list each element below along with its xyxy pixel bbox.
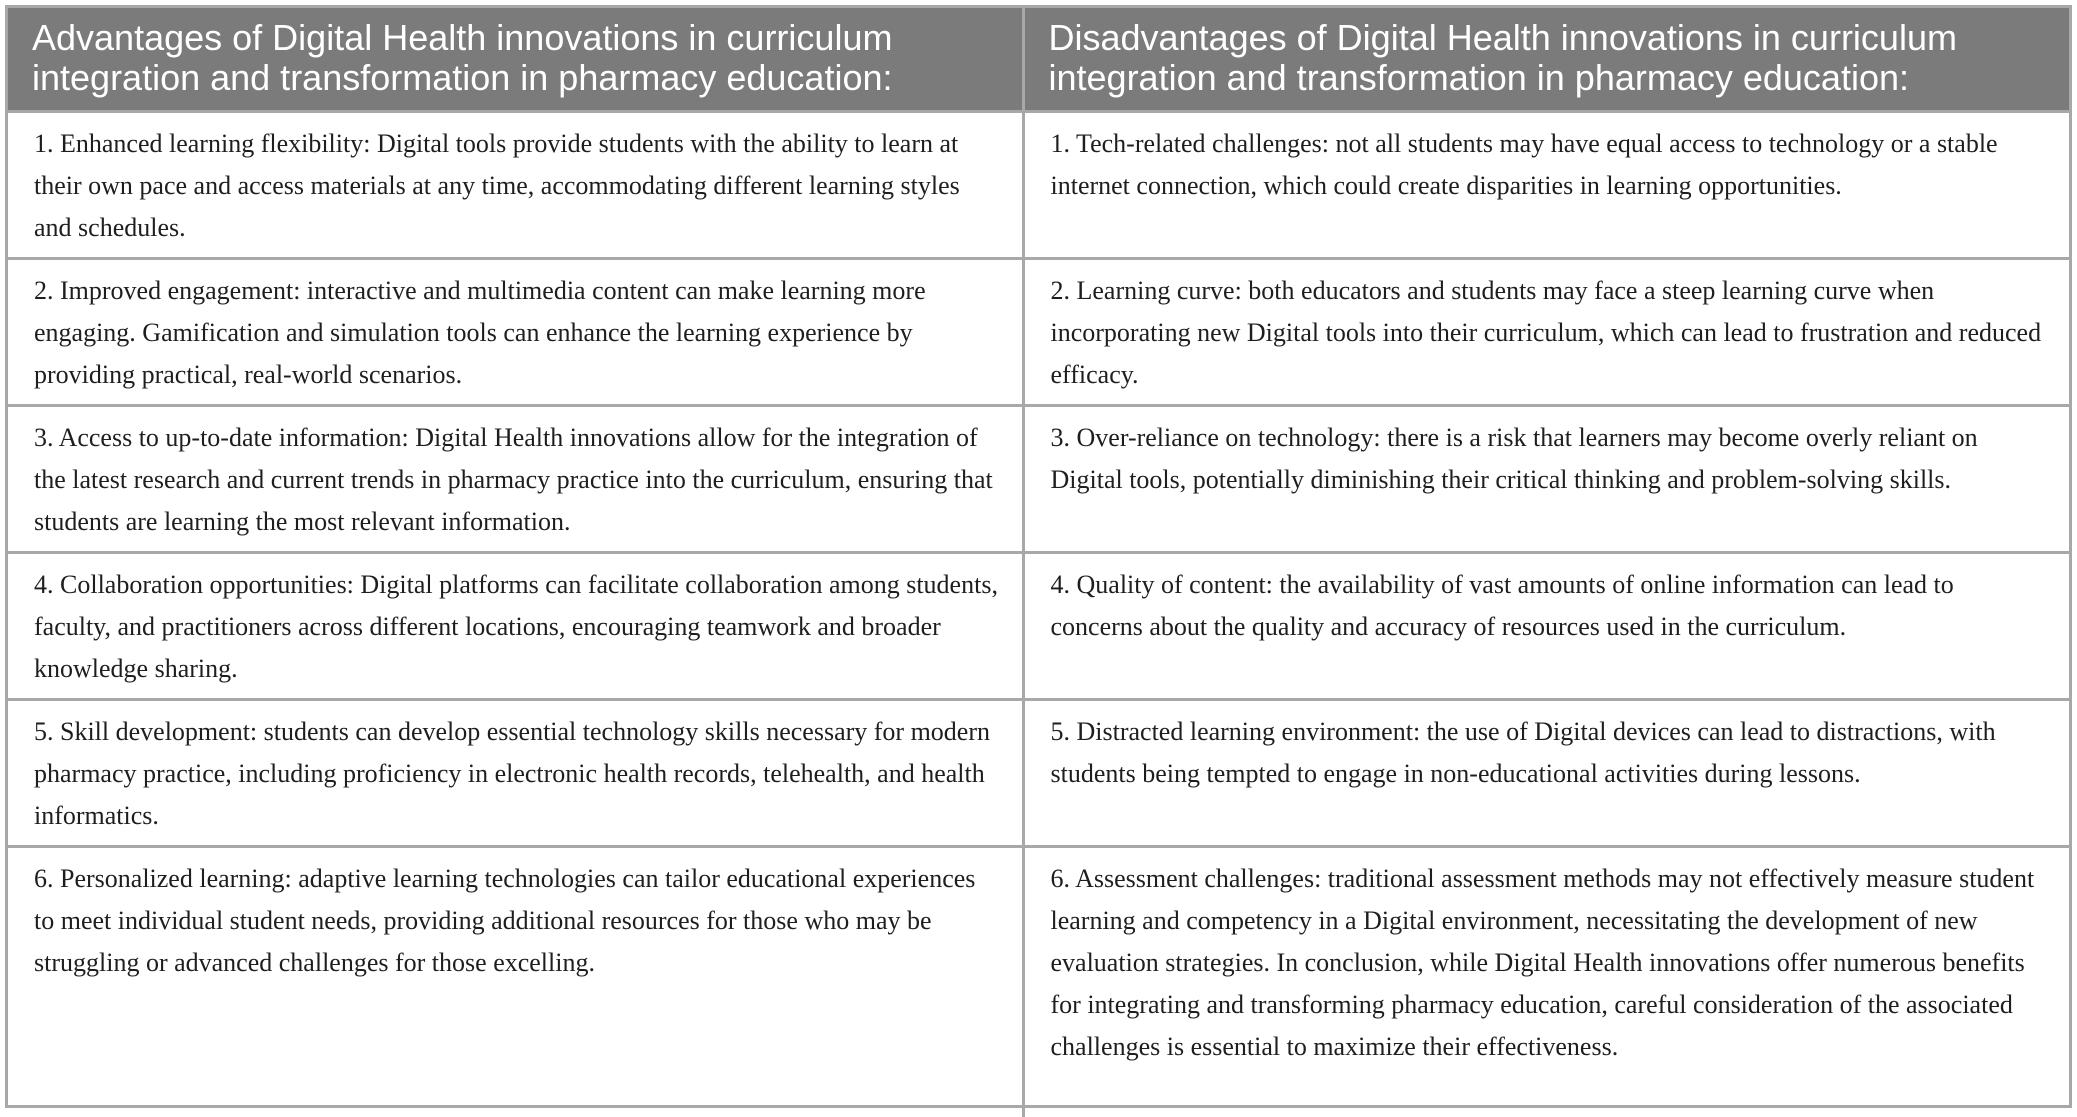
comparison-table bbox=[8, 8, 2069, 1117]
advantage-cell: 2. Improved engagement: interactive and multimedia content can make learning more engaging. Gamification and simulation tools can enhance the learning experience by providing practical, real-world scenarios. bbox=[8, 259, 1023, 406]
advantage-cell: 3. Access to up-to-date information: Digital Health innovations allow for the integration of the latest research and current trends in pharmacy practice into the curriculum, ensuring that students are learning the most relevant information. bbox=[8, 406, 1023, 553]
advantage-cell: 5. Skill development: students can develop essential technology skills necessary for modern pharmacy practice, including proficiency in electronic health records, telehealth, and health informatics. bbox=[8, 700, 1023, 847]
table-header-row bbox=[8, 8, 2069, 112]
table-row bbox=[8, 406, 2069, 553]
disadvantage-cell: 3. Over-reliance on technology: there is a risk that learners may become overly reliant on Digital tools, potentially diminishing their critical thinking and problem-solving skills. bbox=[1023, 406, 2069, 553]
advantage-cell: 4. Collaboration opportunities: Digital platforms can facilitate collaboration among students, faculty, and practitioners across different locations, encouraging teamwork and broader knowledge sharing. bbox=[8, 553, 1023, 700]
disadvantages-header: Disadvantages of Digital Health innovations in curriculum integration and transformation in pharmacy education: bbox=[1023, 8, 2069, 112]
disadvantage-cell: 6. Assessment challenges: traditional assessment methods may not effectively measure student learning and competency in a Digital environment, necessitating the development of new evaluation strategies. In conclusion, while Digital Health innovations offer numerous benefits for integrating and transforming pharmacy education, careful consideration of the associated challenges is essential to maximize their effectiveness. bbox=[1023, 847, 2069, 1117]
advantage-cell: 6. Personalized learning: adaptive learning technologies can tailor educational experiences to meet individual student needs, providing additional resources for those who may be struggling or advanced challenges for those excelling. bbox=[8, 847, 1023, 1117]
disadvantage-cell: 2. Learning curve: both educators and students may face a steep learning curve when incorporating new Digital tools into their curriculum, which can lead to frustration and reduced efficacy. bbox=[1023, 259, 2069, 406]
disadvantage-cell: 1. Tech-related challenges: not all students may have equal access to technology or a stable internet connection, which could create disparities in learning opportunities. bbox=[1023, 112, 2069, 259]
disadvantage-cell: 4. Quality of content: the availability of vast amounts of online information can lead to concerns about the quality and accuracy of resources used in the curriculum. bbox=[1023, 553, 2069, 700]
table-row bbox=[8, 700, 2069, 847]
table-row bbox=[8, 553, 2069, 700]
advantages-header: Advantages of Digital Health innovations in curriculum integration and transformation in pharmacy education: bbox=[8, 8, 1023, 112]
advantage-cell: 1. Enhanced learning flexibility: Digital tools provide students with the ability to learn at their own pace and access materials at any time, accommodating different learning styles and schedules. bbox=[8, 112, 1023, 259]
table-row bbox=[8, 259, 2069, 406]
comparison-table-container bbox=[5, 5, 2072, 1108]
disadvantage-cell: 5. Distracted learning environment: the use of Digital devices can lead to distractions, with students being tempted to engage in non-educational activities during lessons. bbox=[1023, 700, 2069, 847]
table-row bbox=[8, 847, 2069, 1117]
table-row bbox=[8, 112, 2069, 259]
